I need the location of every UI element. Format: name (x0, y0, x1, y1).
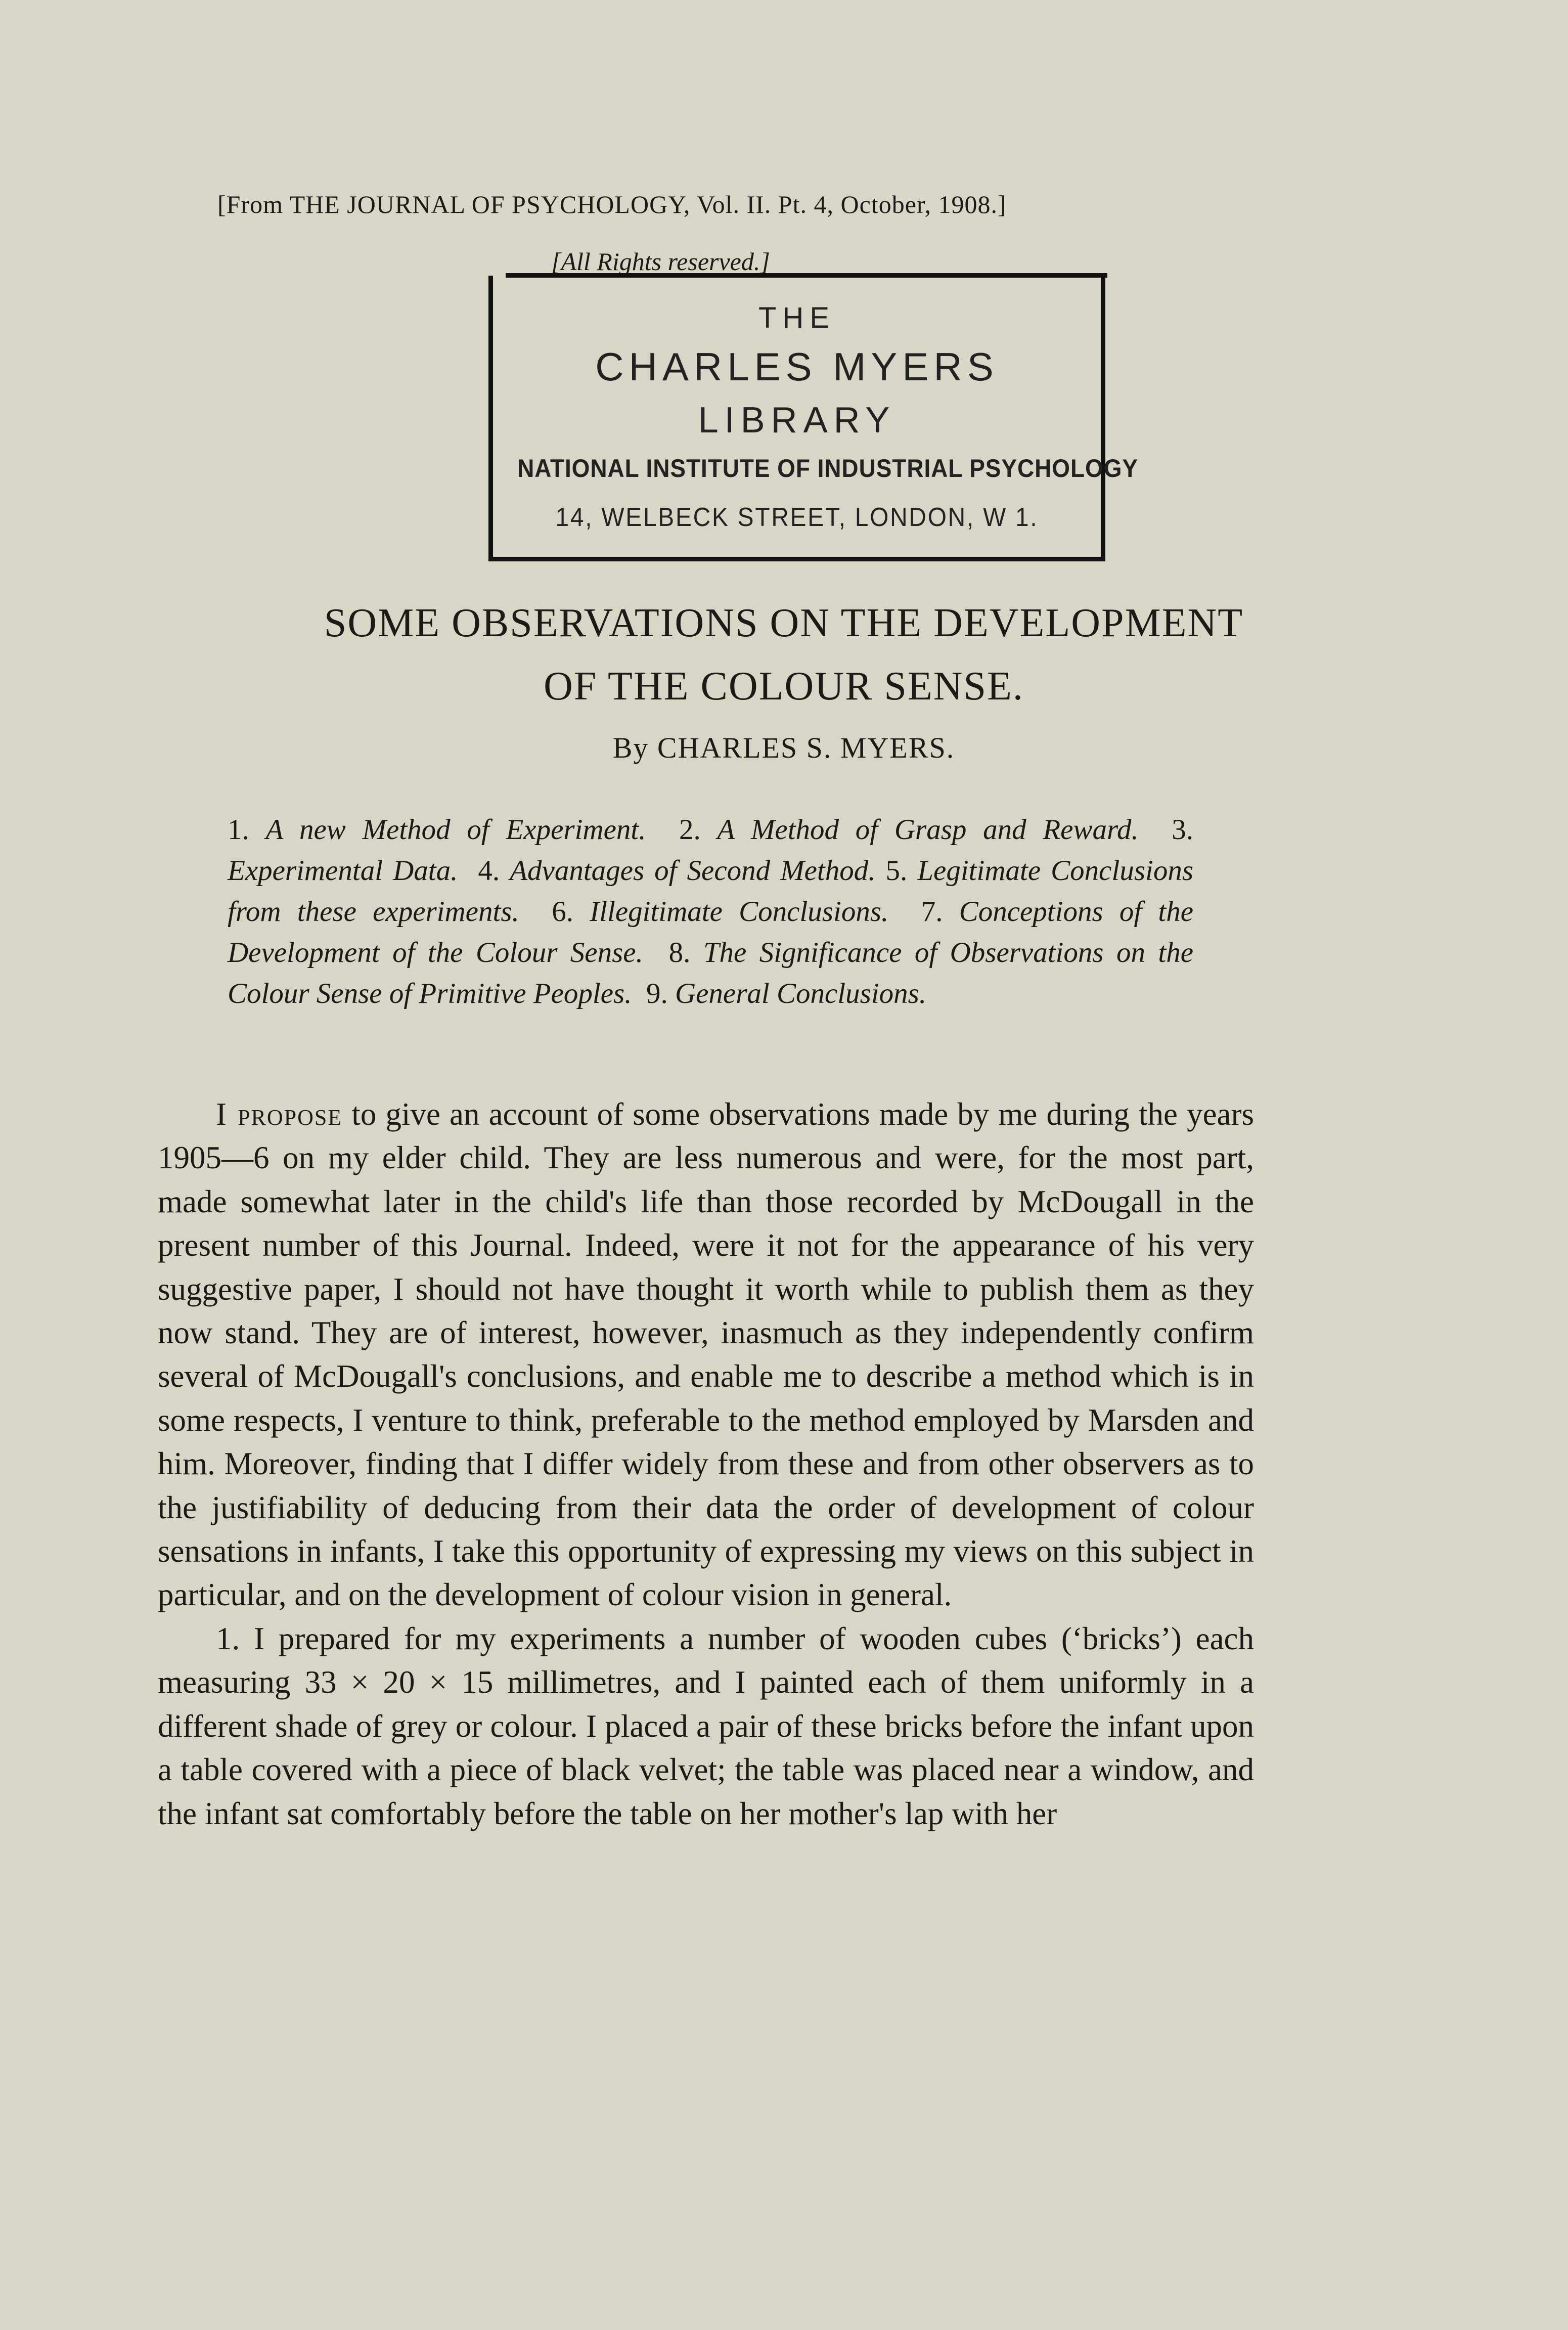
contents-item: A Method of Grasp and Reward. (717, 814, 1139, 846)
contents-item: A new Method of Experiment. (265, 814, 646, 846)
contents-item: Conceptions of the Development of the Colour Sense. (228, 896, 1194, 969)
rights-notice: [All Rights reserved.] (551, 247, 770, 276)
contents-item: General Conclusions. (675, 978, 927, 1009)
journal-source-line: [From THE JOURNAL OF PSYCHOLOGY, Vol. II. Pt. 4, October, 1908.] (217, 190, 1007, 218)
contents-num: 3. (1172, 814, 1194, 846)
paragraph-1-text: to give an account of some observations made by me during the years 1905—6 on my elder child. They are less numerous and were, for the most part, made somewhat later in the child's life than those recorded by McDougall in the present number of this Journal. Indeed, were it not for the appearance of his very suggestive paper, I should not have thought it worth while to publish them as they now stand. They are of interest, however, inasmuch as they independently confirm several of McDougall's conclusions, and enable me to describe a method which is in some respects, I venture to think, preferable to the method employed by Marsden and him. Moreover, finding that I differ widely from these and from other observers as to the justifiability of deducing from their data the order of development of colour sensations in infants, I take this opportunity of expressing my views on this subject in particular, and on the development of colour vision in general. (158, 1096, 1255, 1613)
title-line-2: OF THE COLOUR SENSE. (544, 664, 1024, 709)
article-title (152, 592, 1416, 718)
paragraph-1 (158, 1092, 1254, 1617)
stamp-line-1: THE (758, 301, 835, 334)
library-stamp (488, 276, 1139, 561)
paragraph-lead-in: I propose (216, 1096, 343, 1132)
article-body (158, 1092, 1254, 1835)
title-line-1: SOME OBSERVATIONS ON THE DEVELOPMENT (324, 601, 1244, 645)
contents-summary (228, 809, 1193, 1014)
stamp-line-5: 14, WELBECK STREET, LONDON, W 1. (555, 503, 1039, 532)
contents-item: Legitimate Conclusions from these experiments. (228, 855, 1194, 928)
contents-num: 6. (552, 896, 573, 928)
stamp-line-4: NATIONAL INSTITUTE OF INDUSTRIAL PSYCHOLOGY (517, 454, 1139, 482)
contents-item: Experimental Data. (228, 855, 458, 887)
contents-num: 4. (478, 855, 500, 887)
paragraph-2: 1. I prepared for my experiments a number of wooden cubes (‘bricks’) each measuring 33 × 20 × 15 millimetres, and I painted each of them uniformly in a different shade of grey or colour. I placed a pair of these bricks before the infant upon a table covered with a piece of black velvet; the table was placed near a window, and the infant sat comfortably before the table on her mother's lap with her (158, 1620, 1254, 1831)
contents-num: 5. (885, 855, 908, 887)
article-author: By CHARLES S. MYERS. (612, 731, 955, 764)
contents-item: Advantages of Second Method. (510, 855, 876, 887)
contents-num: 8. (668, 937, 691, 969)
contents-item: The Significance of Observations on the Colour Sense of Primitive Peoples. (228, 937, 1194, 1009)
contents-num: 1. (228, 814, 249, 846)
contents-item: Illegitimate Conclusions. (590, 896, 889, 928)
contents-num: 7. (921, 896, 943, 928)
contents-num: 9. (646, 978, 668, 1009)
contents-num: 2. (679, 814, 701, 846)
stamp-line-3: LIBRARY (698, 400, 896, 441)
stamp-line-2: CHARLES MYERS (595, 344, 999, 389)
